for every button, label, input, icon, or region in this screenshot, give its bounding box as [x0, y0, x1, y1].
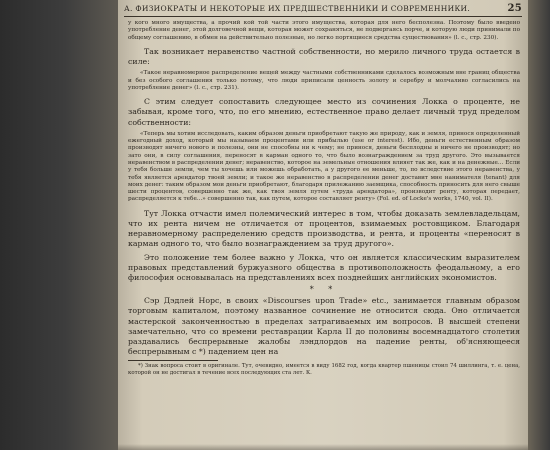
- paragraph: Так возникает неравенство частной собственности, но мерило личного труда остается в силе:: [128, 46, 520, 67]
- section-separator: * *: [309, 285, 339, 295]
- book-page: [118, 0, 528, 450]
- paragraph: Тут Локка отчасти имел полемический интерес в том, чтобы доказать землевладельцам, что их рента ничем не отличается от процентов, взимаемых ростовщиком. Благодаря неравномерному распределению средств производства, и рента, и проценты «переносят в карман одного то, что было вознаграждением за труд другого».: [128, 208, 520, 249]
- running-title: А. ФИЗИОКРАТЫ И НЕКОТОРЫЕ ИХ ПРЕДШЕСТВЕННИКИ И СОВРЕМЕННИКИ.: [124, 3, 471, 13]
- footnote: *) Знак вопроса стоит в оригинале. Тут, очевидно, имеется в виду 1682 год, когда квартер пшеницы стоил 74 шиллинга, т. е. цена, которой он не достигал в течение всех последующих ста лет. К.: [128, 363, 520, 377]
- page-body: [128, 20, 520, 377]
- page-number: 25: [507, 2, 522, 14]
- paragraph: Это положение тем более важно у Локка, что он является классическим выразителем правовых представлений буржуазного общества в противоположность феодальному, а его философия основывалась на представлениях всех позднейших английских экономистов.: [128, 252, 520, 282]
- background-right: [528, 0, 550, 450]
- running-header: [124, 0, 522, 17]
- block-quote: «Теперь мы хотим исследовать, каким образом деньги приобретают такую же природу, как и земля, принося определенный ежегодный доход, который мы называем процентами или прибылью (use or interest). Ибо, деньги естественным образом производят ничего нового и полезны, они не способны ни к чему; не принося, деньги бесплодны и ничего не производят; но зато они, в силу соглашения, переносят в карман одного то, что было вознаграждением за труд другого. Это вызывается неравенством в распределении денег; неравенство, которое на земельные отношения влияет так же, как и на денежные... Если у тебя больше земли, чем ты хочешь или можешь обработать, а у другого ее меньше, то, по вследствие этого неравенства, у тебя является арендатор твоей земли; и такое же неравенство в распределении денег доставит мне нанимателя (tenant) для моих денег: таким образом мои деньги приобретают, благодаря прилежанию заемщика, способность приносить для него свыше шести процентов, совершенно так же, как твоя земля путем «труда арендатора», производит ренту, которая передает, распределяется к тебе...» совершенно так, как путем, которое составляет ренту» (Fol. ed. of Locke's works, 1740, vol. II).: [128, 130, 520, 203]
- page-edge-shadow: [118, 444, 528, 450]
- paragraph-quote-continuation: у кого много имущества, а прочий кой той части этого имущества, которая для него бесполезна. Поэтому было введено употребление денег, этой долговечной вещи, которая может сохраняться, не подвергаясь порче, и которую люди принимали по общему соглашению, в обмен на действительно полезные, но легко портящиеся средства существования» (l. c., стр. 230).: [128, 20, 520, 41]
- book-spine-shadow: [0, 0, 118, 450]
- paragraph: С этим следует сопоставить следующее место из сочинения Локка о проценте, не забывая, кроме того, что, по его мнению, естественное право делает личный труд пределом собственности:: [128, 97, 520, 127]
- block-quote: «Такое неравномерное распределение вещей между частными собственниками сделалось возможным вне границ общества и без особого соглашения только потому, что люди приписали ценность золоту и серебру и молчаливо согласились на употребление денег» (l. c., стр. 231).: [128, 70, 520, 91]
- paragraph: Сэр Дэдлей Норс, в своих «Discourses upon Trade» etc., занимается главным образом торговым капиталом, поэтому названное сочинение не относится сюда. Оно отличается мастерской законченностью в пределах затрагиваемых им вопросов. В высшей степени замечательно, что со времени реставрации Карла II до половины восемнадцатого столетия раздавались беспрерывные жалобы лэндлордов на падение ренты, об'ясняющееся беспрерывным с *) падением цен на: [128, 296, 520, 357]
- footnote-rule: [128, 360, 218, 361]
